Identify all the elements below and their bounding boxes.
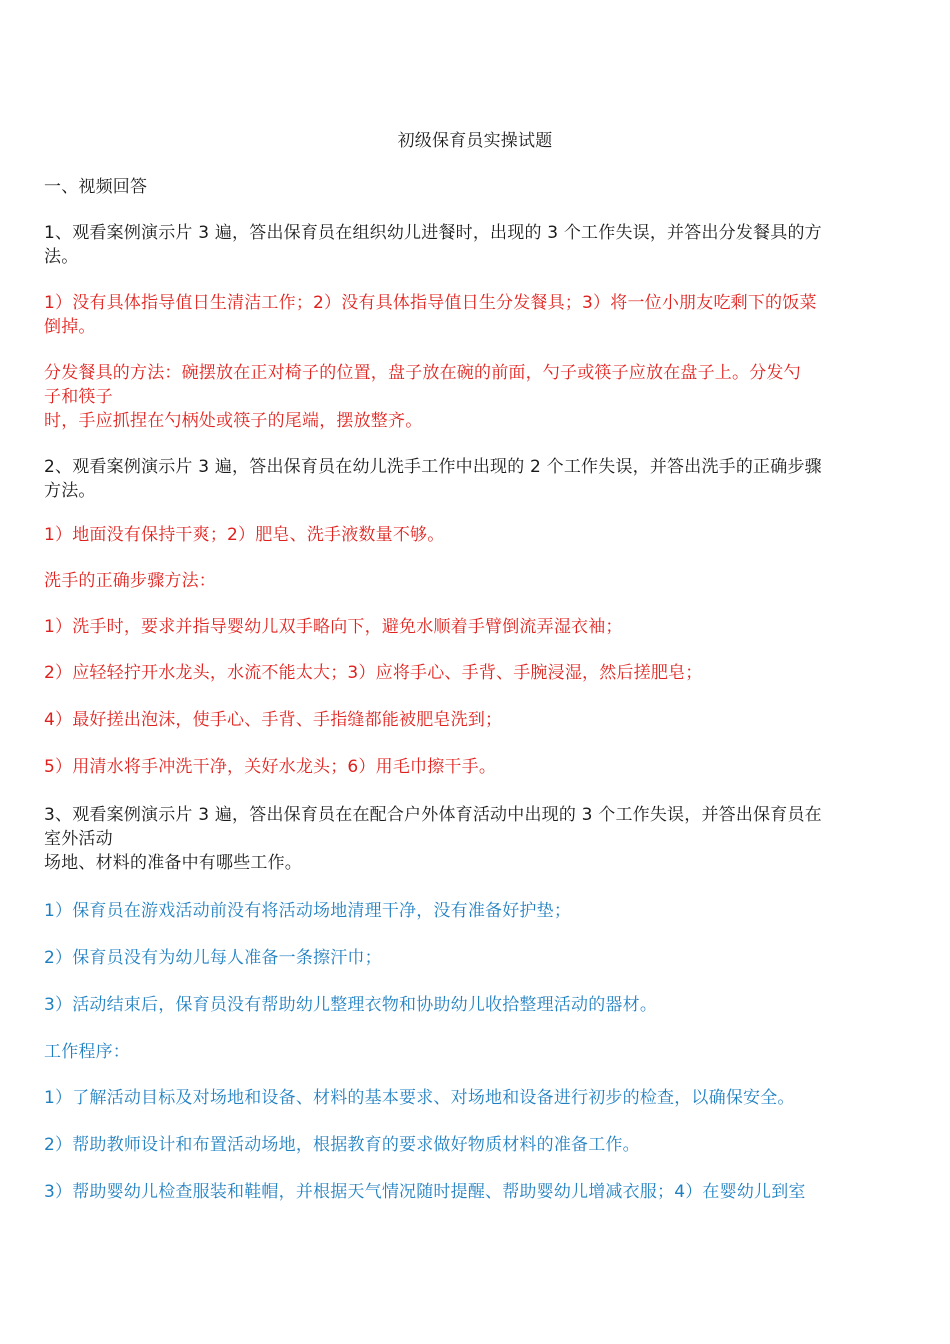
q2-step-3: 4）最好搓出泡沫，使手心、手背、手指缝都能被肥皂洗到；: [44, 710, 503, 730]
page-title: 初级保育员实操试题: [397, 131, 553, 151]
q3-procedure-2: 2）帮助教师设计和布置活动场地，根据教育的要求做好物质材料的准备工作。: [44, 1135, 640, 1155]
q1-answer-1-line-2: 倒掉。: [44, 317, 96, 337]
question-3-line-2: 室外活动: [44, 829, 113, 849]
q3-procedure-1: 1）了解活动目标及对场地和设备、材料的基本要求、对场地和设备进行初步的检查，以确保安全。: [44, 1088, 795, 1108]
question-2-line-1: 2、观看案例演示片 3 遍，答出保育员在幼儿洗手工作中出现的 2 个工作失误，并答出洗手的正确步骤: [44, 457, 822, 477]
q3-answer-1: 1）保育员在游戏活动前没有将活动场地清理干净，没有准备好护垫；: [44, 901, 572, 921]
question-3-line-1: 3、观看案例演示片 3 遍，答出保育员在在配合户外体育活动中出现的 3 个工作失误，并答出保育员在: [44, 805, 822, 825]
q2-step-2: 2）应轻轻拧开水龙头，水流不能太大；3）应将手心、手背、手腕浸湿，然后搓肥皂；: [44, 663, 703, 683]
q2-answer-1: 1）地面没有保持干爽；2）肥皂、洗手液数量不够。: [44, 525, 445, 545]
q3-answer-3: 3）活动结束后，保育员没有帮助幼儿整理衣物和协助幼儿收拾整理活动的器材。: [44, 995, 658, 1015]
q1-answer-2-line-3: 时，手应抓捏在勺柄处或筷子的尾端，摆放整齐。: [44, 411, 423, 431]
q2-step-4: 5）用清水将手冲洗干净，关好水龙头；6）用毛巾擦干手。: [44, 757, 497, 777]
q1-answer-2-line-2: 子和筷子: [44, 387, 113, 407]
question-2-line-2: 方法。: [44, 481, 96, 501]
q1-answer-1-line-1: 1）没有具体指导值日生清洁工作；2）没有具体指导值日生分发餐具；3）将一位小朋友吃剩下的饭菜: [44, 293, 817, 313]
q3-procedure-3: 3）帮助婴幼儿检查服装和鞋帽，并根据天气情况随时提醒、帮助婴幼儿增减衣服；4）在婴幼儿到室: [44, 1182, 806, 1202]
question-3-line-3: 场地、材料的准备中有哪些工作。: [44, 853, 302, 873]
question-1-line-2: 法。: [44, 247, 79, 267]
question-1-line-1: 1、观看案例演示片 3 遍，答出保育员在组织幼儿进餐时，出现的 3 个工作失误，并答出分发餐具的方: [44, 223, 822, 243]
q2-step-1: 1）洗手时，要求并指导婴幼儿双手略向下，避免水顺着手臂倒流弄湿衣袖；: [44, 617, 623, 637]
q1-answer-2-line-1: 分发餐具的方法：碗摆放在正对椅子的位置，盘子放在碗的前面，勺子或筷子应放在盘子上。分发勺: [44, 363, 801, 383]
q2-steps-heading: 洗手的正确步骤方法：: [44, 571, 216, 591]
q3-answer-2: 2）保育员没有为幼儿每人准备一条擦汗巾；: [44, 948, 382, 968]
q3-procedure-heading: 工作程序：: [44, 1042, 130, 1062]
section-heading: 一、视频回答: [44, 177, 148, 197]
